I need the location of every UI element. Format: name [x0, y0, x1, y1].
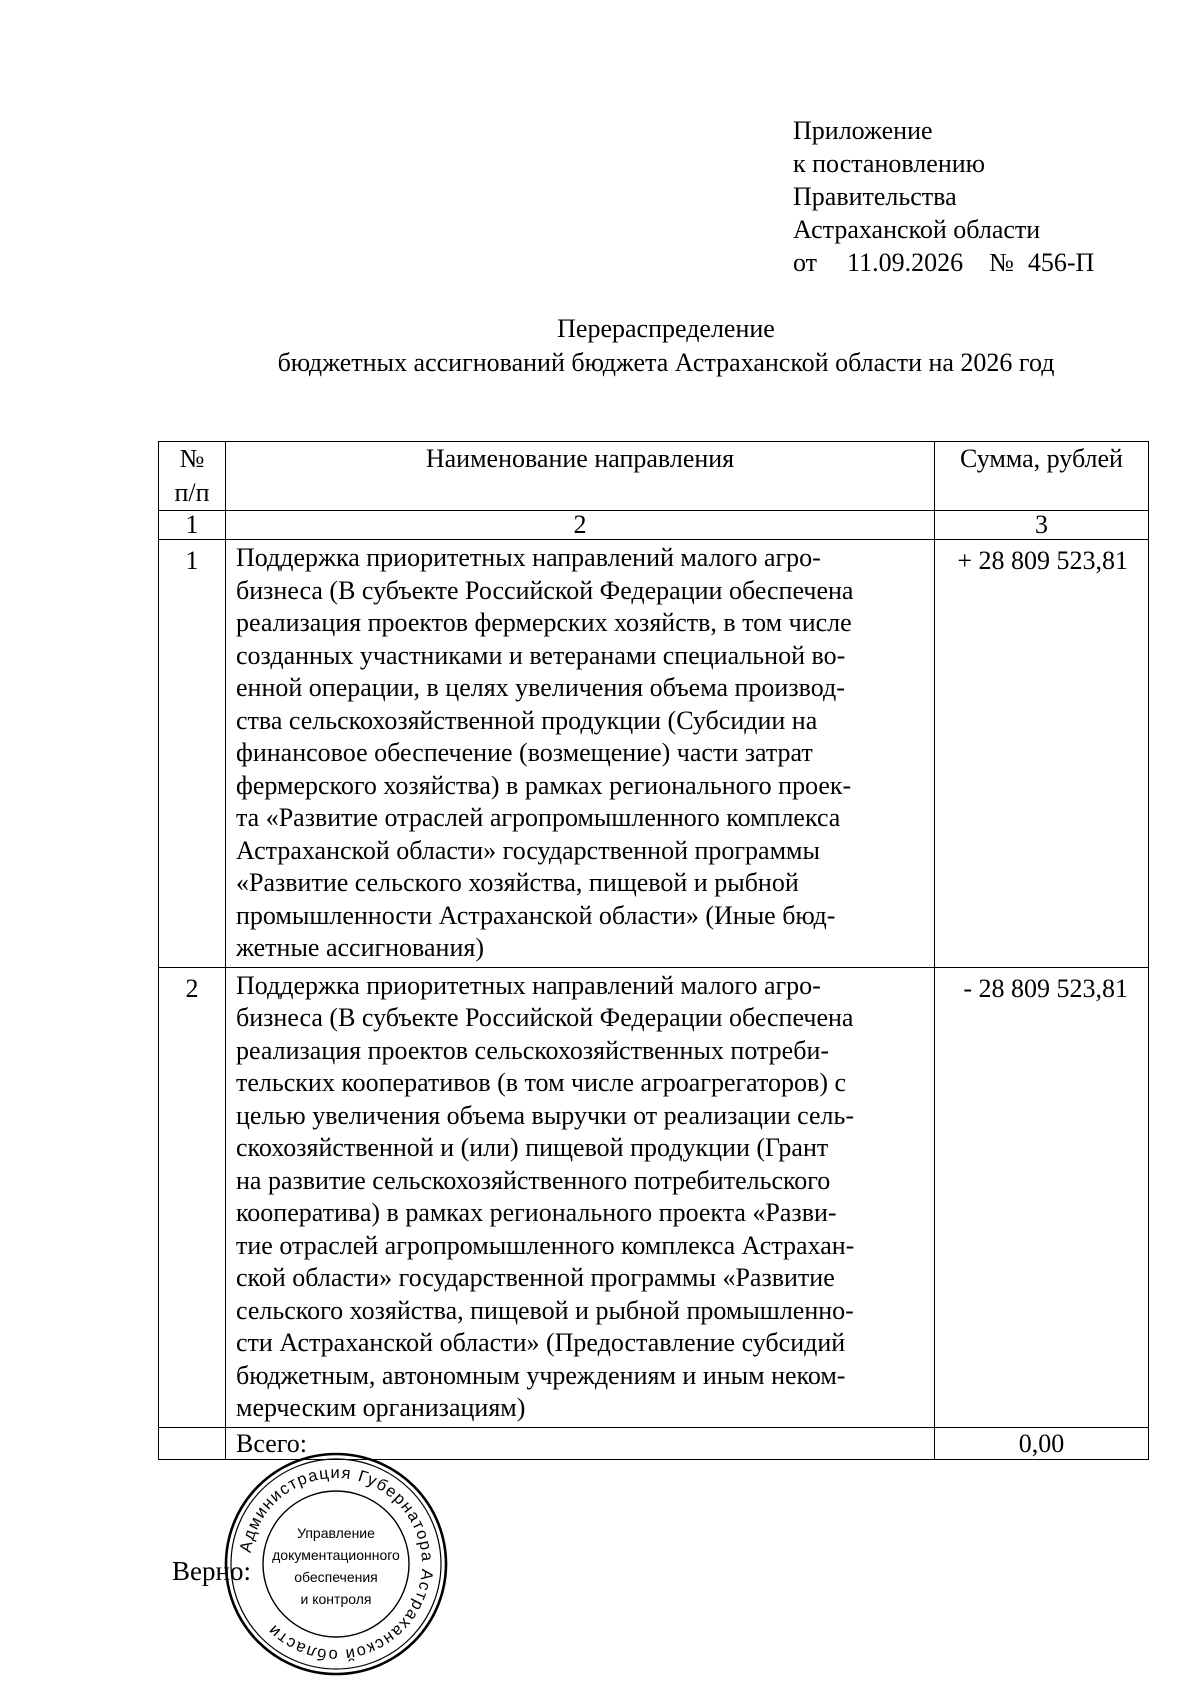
- stamp-inner-line-1: Управление: [297, 1525, 375, 1541]
- row-text-line: фермерского хозяйства) в рамках регионального проек-: [236, 770, 852, 800]
- row-text-line: бюджетным, автономным учреждениям и иным неком-: [236, 1360, 846, 1390]
- row-text-line: ской области» государственной программы «Развитие: [236, 1263, 835, 1292]
- appendix-from-label: от: [793, 248, 818, 277]
- appendix-line-1: Приложение: [793, 116, 933, 145]
- header-number-line-1: №: [179, 444, 205, 473]
- row-text-line: сельского хозяйства, пищевой и рыбной промышленно-: [236, 1295, 854, 1325]
- verno-label: Верно:: [172, 1556, 251, 1586]
- row-text-line: финансовое обеспечение (возмещение) части затрат: [236, 738, 813, 767]
- row-text-line: та «Развитие отраслей агропромышленного комплекса: [236, 803, 841, 832]
- row-text-line: промышленности Астраханской области» (Иные бюд-: [236, 900, 836, 930]
- row-text-line: реализация проектов фермерских хозяйств, в том числе: [236, 608, 852, 637]
- row-text-line: Астраханской области» государственной программы: [236, 835, 820, 865]
- row-description: [226, 967, 935, 1427]
- row-text-line: Поддержка приоритетных направлений малого агро-: [236, 543, 821, 572]
- row-text-line: «Развитие сельского хозяйства, пищевой и рыбной: [236, 868, 799, 897]
- row-text-line: енной операции, в целях увеличения объема производ-: [236, 673, 845, 702]
- allocation-table: [158, 441, 1149, 1460]
- row-description: [226, 540, 935, 968]
- stamp-inner-ring: [263, 1491, 409, 1637]
- row-text-line: созданных участниками и ветеранами специальной во-: [236, 640, 846, 670]
- appendix-line-4: Астраханской области: [793, 215, 1041, 244]
- title-line-2: бюджетных ассигнований бюджета Астраханской области на 2026 год: [277, 348, 1055, 377]
- stamp-inner-line-4: и контроля: [300, 1591, 372, 1607]
- row-text-line: бизнеса (В субъекте Российской Федерации обеспечена: [236, 1003, 854, 1032]
- row-sum: - 28 809 523,81: [935, 967, 1149, 1427]
- appendix-line-3: Правительства: [793, 182, 957, 211]
- stamp-outer-ring: [226, 1454, 446, 1674]
- row-text-line: скохозяйственной и (или) пищевой продукции (Грант: [236, 1133, 829, 1162]
- row-sum: + 28 809 523,81: [935, 540, 1149, 968]
- total-label: Всего:: [226, 1427, 935, 1459]
- row-text-line: реализация проектов сельскохозяйственных потреби-: [236, 1035, 830, 1065]
- document-title: [0, 312, 1200, 380]
- header-number: [159, 442, 226, 511]
- row-text-line: тие отраслей агропромышленного комплекса Астрахан-: [236, 1230, 855, 1260]
- table-header-row: [159, 442, 1149, 511]
- appendix-number-sign: №: [989, 248, 1014, 277]
- stamp-outer-text: Администрация Губернатора Астраханской области: [236, 1463, 437, 1665]
- row-text-line: Поддержка приоритетных направлений малого агро-: [236, 970, 821, 1000]
- row-text-line: жетные ассигнования): [236, 933, 484, 962]
- total-empty-cell: [159, 1427, 226, 1459]
- row-text-line: кооператива) в рамках регионального проекта «Разви-: [236, 1198, 837, 1227]
- appendix-date: 11.09.2026: [847, 248, 964, 277]
- column-number-3: 3: [935, 511, 1149, 540]
- row-text-line: ства сельскохозяйственной продукции (Субсидии на: [236, 705, 818, 735]
- stamp-inner-line-2: документационного: [272, 1547, 400, 1563]
- title-line-1: Перераспределение: [557, 314, 775, 343]
- column-numbers-row: [159, 511, 1149, 540]
- header-number-line-2: п/п: [174, 478, 210, 507]
- table-row: [159, 540, 1149, 968]
- appendix-date-line: [793, 246, 1094, 279]
- table-row: [159, 967, 1149, 1427]
- header-sum: Сумма, рублей: [935, 442, 1149, 511]
- appendix-block: [793, 114, 1094, 279]
- stamp-inner-line-3: обеспечения: [294, 1569, 378, 1585]
- stamp-seal: [222, 1450, 450, 1678]
- header-name: Наименование направления: [226, 442, 935, 511]
- column-number-2: 2: [226, 511, 935, 540]
- appendix-number: 456-П: [1027, 248, 1095, 277]
- column-number-1: 1: [159, 511, 226, 540]
- row-text-line: на развитие сельскохозяйственного потребительского: [236, 1165, 831, 1195]
- row-text-line: сти Астраханской области» (Предоставление субсидий: [236, 1328, 846, 1357]
- row-text-line: целью увеличения объема выручки от реализации сель-: [236, 1100, 855, 1130]
- row-number: 1: [159, 540, 226, 968]
- appendix-line-2: к постановлению: [793, 149, 986, 178]
- row-number: 2: [159, 967, 226, 1427]
- row-text-line: мерческим организациям): [236, 1393, 526, 1422]
- total-value: 0,00: [935, 1427, 1149, 1459]
- row-text-line: тельских кооперативов (в том числе агроагрегаторов) с: [236, 1068, 847, 1097]
- row-text-line: бизнеса (В субъекте Российской Федерации обеспечена: [236, 575, 854, 605]
